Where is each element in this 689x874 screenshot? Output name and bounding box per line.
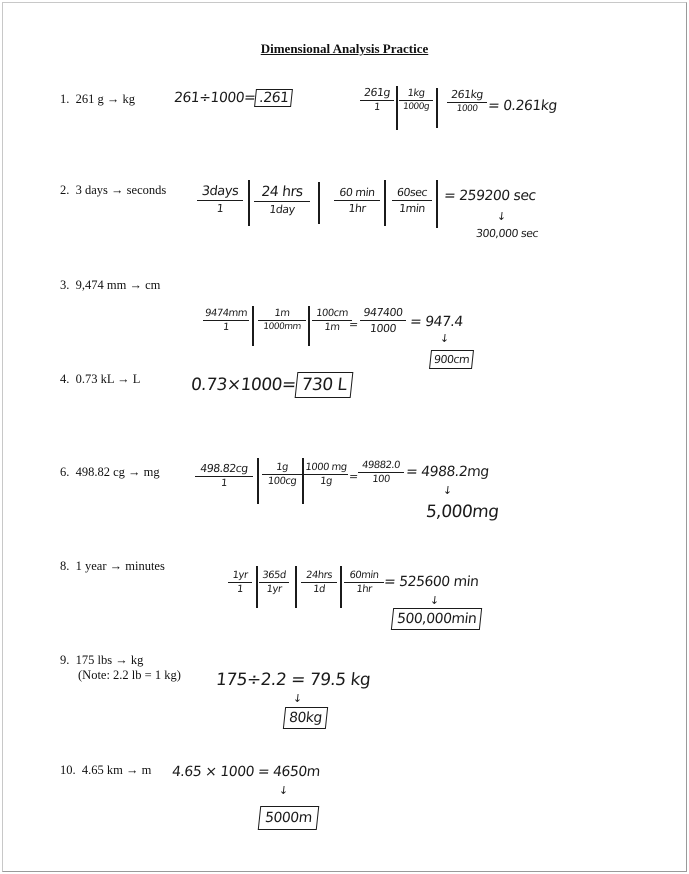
arrow-down-icon: ↓ [429, 594, 440, 607]
problem-10 [60, 763, 151, 778]
p8-answer-box: 500,000min [391, 608, 483, 630]
p3-factor-4: 947400 1000 [360, 306, 406, 335]
problem-number: 6. [60, 465, 70, 479]
arrow-down-icon: ↓ [496, 210, 507, 223]
problem-text: 261 g → kg [75, 92, 135, 106]
p1-factor-3: 261kg 1000 [447, 88, 487, 114]
p2-result: = 259200 sec [443, 188, 537, 204]
p6-result: = 4988.2mg [405, 464, 490, 480]
p6-factor-2: 1g 100cg [262, 462, 302, 487]
problem-4 [60, 372, 140, 387]
problem-6 [60, 465, 160, 480]
p3-factor-3: 100cm 1m [312, 308, 352, 333]
p8-result: = 525600 min [383, 574, 480, 590]
p3-factor-2: 1m 1000mm [258, 308, 306, 332]
problem-3 [60, 278, 160, 293]
p10-answer-box: 5000m [258, 806, 319, 830]
problem-text: 1 year → minutes [75, 559, 165, 573]
page-border [2, 2, 687, 872]
p6-rounded: 5,000mg [424, 502, 500, 522]
worksheet-title: Dimensional Analysis Practice [260, 41, 429, 56]
problem-number: 1. [60, 92, 70, 106]
p1-factor-2: 1kg 1000g [399, 88, 433, 112]
p6-factor-3: 1000 mg 1g [304, 462, 348, 488]
problem-number: 4. [60, 372, 70, 386]
problem-text: 498.82 cg → mg [75, 465, 160, 479]
problem-number: 3. [60, 278, 70, 292]
problem-text: 0.73 kL → L [75, 372, 141, 386]
problem-2 [60, 183, 166, 198]
p4-calc: 0.73×1000= 730 L [190, 372, 354, 398]
p1-answer-box: .261 [254, 89, 293, 107]
p10-calc: 4.65 × 1000 = 4650m [171, 764, 321, 780]
p1-result: = 0.261kg [487, 98, 558, 114]
p3-result: = 947.4 [409, 314, 464, 330]
problem-number: 2. [60, 183, 70, 197]
problem-text: 3 days → seconds [75, 183, 167, 197]
problem-1 [60, 92, 135, 107]
arrow-down-icon: ↓ [278, 784, 289, 797]
p2-factor-4: 60sec 1min [392, 186, 432, 215]
p2-factor-2: 24 hrs 1day [254, 184, 310, 216]
p8-factor-2: 365d 1yr [259, 570, 289, 595]
arrow-down-icon: ↓ [439, 332, 450, 345]
p1-factor-1: 261g 1 [360, 86, 394, 113]
p8-factor-1: 1yr 1 [228, 570, 252, 595]
arrow-down-icon: ↓ [442, 484, 453, 497]
p3-factor-1: 9474mm 1 [204, 308, 248, 334]
problem-9 [60, 653, 143, 668]
problem-number: 10. [60, 763, 76, 777]
p8-factor-3: 24hrs 1d [301, 570, 337, 595]
p3-answer-box: 900cm [429, 350, 474, 369]
problem-9-note: (Note: 2.2 lb = 1 kg) [78, 668, 181, 682]
p2-factor-3: 60 min 1hr [334, 186, 380, 215]
p1-calc: 261÷1000= .261 [173, 90, 293, 106]
p6-factor-4: 49882.0 100 [358, 460, 404, 485]
problem-8 [60, 559, 165, 574]
p2-factor-1: 3days 1 [197, 184, 243, 215]
problem-text: 4.65 km → m [81, 763, 152, 777]
problem-text: 9,474 mm → cm [75, 278, 161, 292]
p9-answer-box: 80kg [283, 707, 328, 729]
problem-number: 9. [60, 653, 70, 667]
p8-factor-4: 60min 1hr [344, 570, 384, 595]
p2-rounded: 300,000 sec [475, 227, 539, 240]
problem-text: 175 lbs → kg [75, 653, 144, 667]
p4-answer-box: 730 L [294, 372, 354, 398]
p6-factor-1: 498.82cg 1 [195, 462, 253, 489]
problem-number: 8. [60, 559, 70, 573]
arrow-down-icon: ↓ [292, 692, 303, 705]
p9-calc: 175÷2.2 = 79.5 kg [214, 670, 372, 690]
